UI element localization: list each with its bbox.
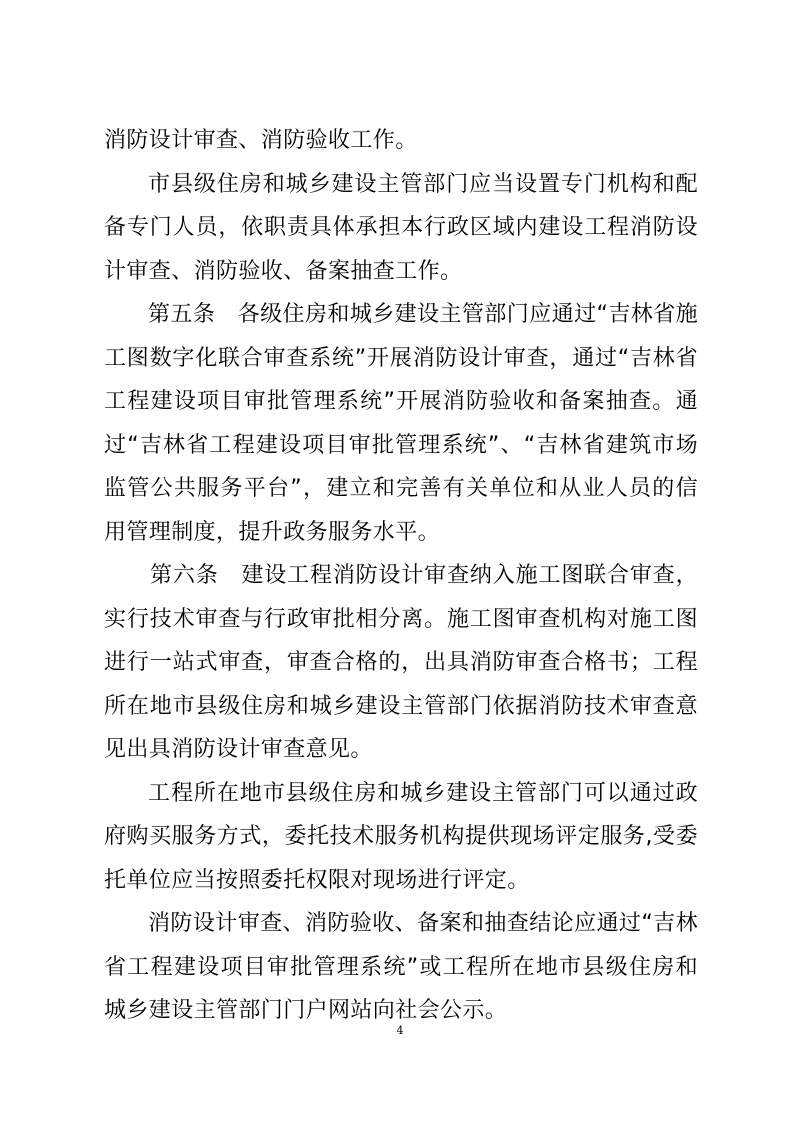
article-6-paragraph: 第六条 建设工程消防设计审查纳入施工图联合审查，实行技术审查与行政审批相分离。施工图审查机构对施工图进行一站式审查，审查合格的，出具消防审查合格书；工程所在地市县级住房和城乡建设主管部门依据消防技术审查意见出具消防设计审查意见。: [104, 563, 698, 762]
paragraph-public-disclosure: 消防设计审查、消防验收、备案和抽查结论应通过“吉林省工程建设项目审批管理系统”或工程所在地市县级住房和城乡建设主管部门门户网站向社会公示。: [104, 911, 698, 1023]
page-number: 4: [396, 1024, 404, 1037]
paragraph-purchase-services: 工程所在地市县级住房和城乡建设主管部门可以通过政府购买服务方式，委托技术服务机构提供现场评定服务,受委托单位应当按照委托权限对现场进行评定。: [104, 780, 698, 893]
document-body: [104, 119, 698, 1033]
paragraph-continuation: 消防设计审查、消防验收工作。: [104, 128, 418, 153]
article-5-paragraph: 第五条 各级住房和城乡建设主管部门应通过“吉林省施工图数字化联合审查系统”开展消防设计审查，通过“吉林省工程建设项目审批管理系统”开展消防验收和备案抽查。通过“吉林省工程建设项目审批管理系统”、“吉林省建筑市场监管公共服务平台”，建立和完善有关单位和从业人员的信用管理制度，提升政务服务水平。: [104, 302, 698, 545]
paragraph-agency-staffing: 市县级住房和城乡建设主管部门应当设置专门机构和配备专门人员，依职责具体承担本行政区域内建设工程消防设计审查、消防验收、备案抽查工作。: [104, 171, 698, 284]
